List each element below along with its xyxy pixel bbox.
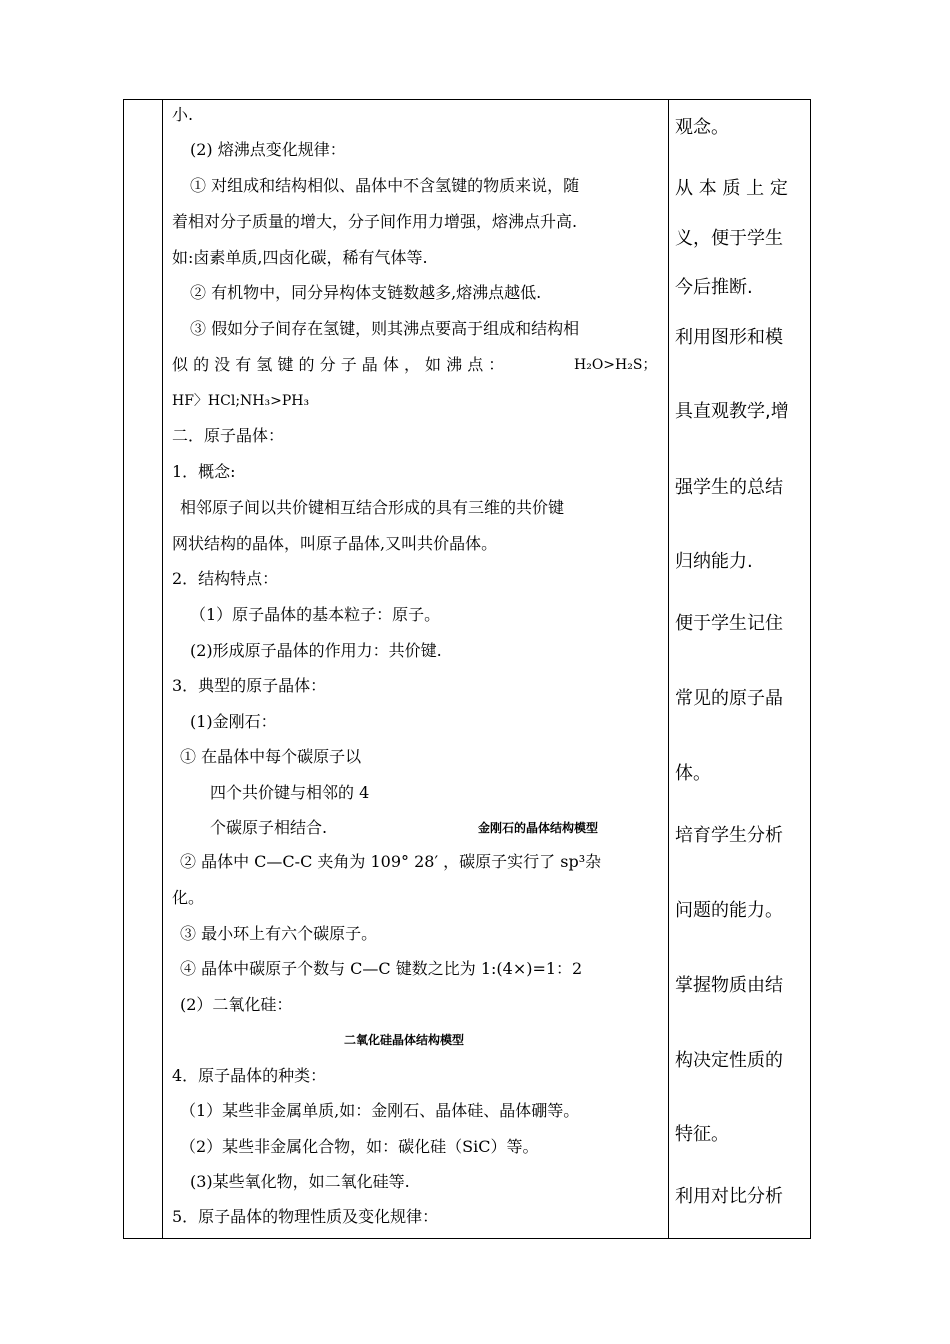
text-line: 四个共价键与相邻的 4 [210,783,370,802]
text-line: 化。 [172,888,205,907]
text-line: 网状结构的晶体，叫原子晶体,又叫共价晶体。 [172,534,498,553]
note-line: 今后推断. [675,277,753,298]
note-line: 问题的能力。 [675,900,783,921]
note-line: 观念。 [675,117,729,138]
section-heading: 二．原子晶体： [172,426,285,445]
subsection-heading: 2．结构特点： [172,569,279,588]
text-line: ③ 假如分子间存在氢键，则其沸点要高于组成和结构相 [190,319,580,338]
note-line: 特征。 [675,1124,729,1145]
text-line: (2）二氧化硅： [180,995,293,1014]
figure-caption: 二氧化硅晶体结构模型 [344,1033,465,1047]
subsection-heading: 4．原子晶体的种类： [172,1066,327,1085]
column-divider-left [162,100,163,1238]
text-line: 着相对分子质量的增大，分子间作用力增强，熔沸点升高. [172,212,578,231]
text-line: (3)某些氧化物，如二氧化硅等. [190,1172,410,1191]
text-line: （1）某些非金属单质,如：金刚石、晶体硅、晶体硼等。 [180,1101,580,1120]
text-line: 相邻原子间以共价键相互结合形成的具有三维的共价键 [180,498,565,517]
text-line: 似 的 没 有 氢 键 的 分 子 晶 体 ， 如 沸 点 ： [172,355,505,374]
text-line: ④ 晶体中碳原子个数与 C—C 键数之比为 1:(4×)=1：2 [180,959,583,978]
subsection-heading: 1．概念: [172,462,236,481]
text-line: ② 有机物中，同分异构体支链数越多,熔沸点越低. [190,283,542,302]
subsection-heading: 5．原子晶体的物理性质及变化规律： [172,1207,439,1226]
text-line: ① 对组成和结构相似、晶体中不含氢键的物质来说，随 [190,176,580,195]
note-line: 利用对比分析 [675,1186,783,1207]
figure-caption: 金刚石的晶体结构模型 [478,821,599,835]
text-line: (1)金刚石： [190,712,277,731]
text-line: （1）原子晶体的基本粒子：原子。 [190,605,441,624]
text-line: ③ 最小环上有六个碳原子。 [180,924,378,943]
note-line: 掌握物质由结 [675,975,783,996]
text-line: (2)形成原子晶体的作用力：共价键. [190,641,442,660]
note-line: 构决定性质的 [675,1050,783,1071]
text-line: ② 晶体中 C—C-C 夹角为 109° 28′ ，碳原子实行了 sp³杂 [180,852,602,871]
text-line: 如:卤素单质,四卤化碳，稀有气体等. [172,248,428,267]
text-line: 个碳原子相结合. [210,818,328,837]
note-line: 便于学生记住 [675,613,783,634]
text-line: 小. [172,105,194,124]
column-divider-right [668,100,669,1238]
note-line: 归纳能力. [675,551,753,572]
text-line: (2) 熔沸点变化规律： [190,140,346,159]
note-line: 体。 [675,763,711,784]
text-line: ① 在晶体中每个碳原子以 [180,747,362,766]
note-line: 具直观教学,增 [675,401,789,422]
formula-text: H₂O>H₂S； [574,357,657,373]
subsection-heading: 3．典型的原子晶体： [172,676,327,695]
note-line: 义，便于学生 [675,228,783,249]
note-line: 培育学生分析 [675,825,783,846]
text-line: （2）某些非金属化合物，如：碳化硅（SiC）等。 [180,1137,539,1156]
note-line: 从 本 质 上 定 [675,178,788,199]
formula-text: HF〉HCl;NH₃>PH₃ [172,393,310,409]
note-line: 利用图形和模 [675,327,783,348]
note-line: 强学生的总结 [675,477,783,498]
note-line: 常见的原子晶 [675,688,783,709]
